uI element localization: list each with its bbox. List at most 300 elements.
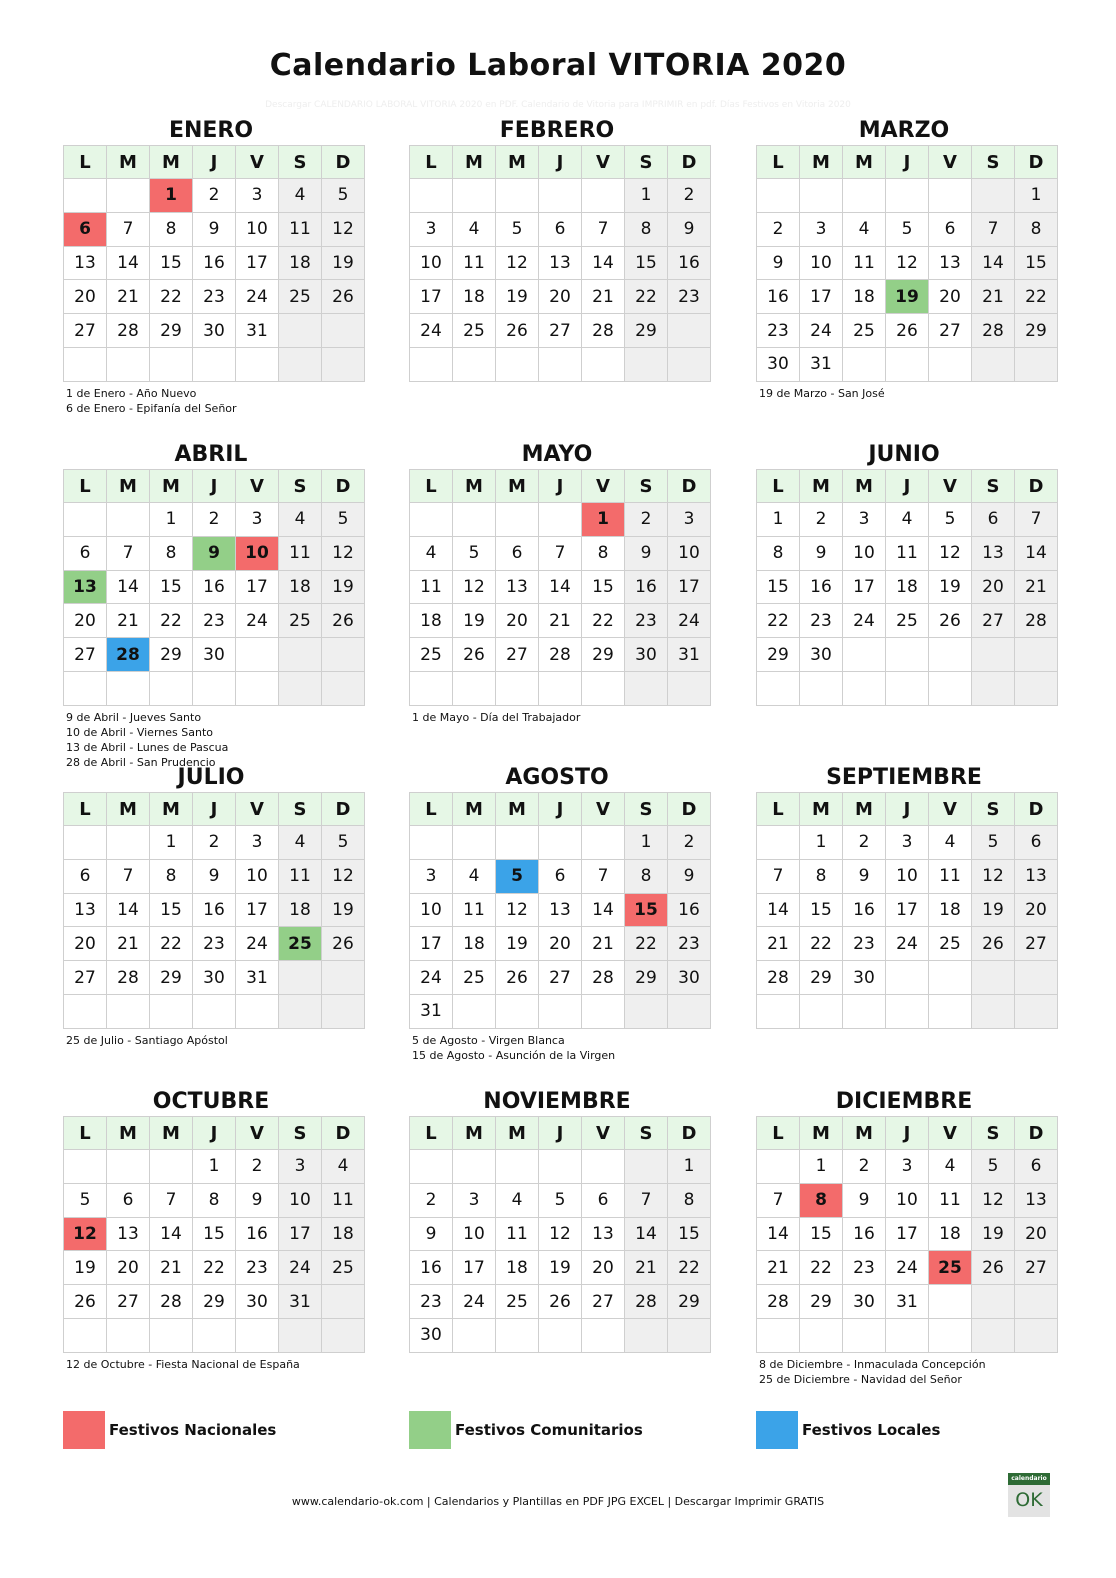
day-cell: 15 xyxy=(150,893,193,927)
day-cell: 12 xyxy=(539,1217,582,1251)
day-cell: 2 xyxy=(843,1150,886,1184)
day-cell: 5 xyxy=(322,179,365,213)
empty-cell xyxy=(107,1150,150,1184)
day-cell: 28 xyxy=(757,961,800,995)
weekday-header: M xyxy=(800,793,843,826)
empty-cell xyxy=(236,638,279,672)
empty-cell xyxy=(496,1150,539,1184)
day-cell: 2 xyxy=(625,503,668,537)
day-cell: 2 xyxy=(193,503,236,537)
weekday-header: L xyxy=(64,1117,107,1150)
day-cell: 25 xyxy=(453,961,496,995)
day-cell: 31 xyxy=(410,994,453,1028)
weekday-header: L xyxy=(410,793,453,826)
empty-cell xyxy=(410,826,453,860)
empty-cell xyxy=(800,994,843,1028)
holiday-note: 28 de Abril - San Prudencio xyxy=(66,755,216,769)
empty-cell xyxy=(886,347,929,381)
day-cell: 25 xyxy=(322,1251,365,1285)
day-cell: 7 xyxy=(107,859,150,893)
empty-cell xyxy=(279,1318,322,1352)
day-cell: 21 xyxy=(107,280,150,314)
weekday-header: V xyxy=(236,470,279,503)
holiday-notes xyxy=(63,1357,359,1372)
empty-cell xyxy=(929,347,972,381)
day-cell: 16 xyxy=(843,893,886,927)
month-mayo xyxy=(409,441,705,725)
empty-cell xyxy=(107,1318,150,1352)
day-cell: 15 xyxy=(193,1217,236,1251)
day-cell: 18 xyxy=(322,1217,365,1251)
day-cell: 25 xyxy=(886,604,929,638)
month-name: ABRIL xyxy=(174,442,248,467)
empty-cell xyxy=(625,347,668,381)
logo-top-text: calendario xyxy=(1008,1473,1050,1485)
day-cell: 20 xyxy=(582,1251,625,1285)
day-cell: 2 xyxy=(193,826,236,860)
month-septiembre xyxy=(756,764,1052,1033)
day-cell: 29 xyxy=(150,314,193,348)
day-cell: 29 xyxy=(800,1285,843,1319)
empty-cell xyxy=(150,994,193,1028)
month-febrero xyxy=(409,117,705,386)
month-grid xyxy=(756,1116,1058,1353)
day-cell: 12 xyxy=(972,1183,1015,1217)
day-cell: 28 xyxy=(582,961,625,995)
day-cell: 14 xyxy=(625,1217,668,1251)
empty-cell xyxy=(453,179,496,213)
day-cell: 9 xyxy=(410,1217,453,1251)
day-cell: 3 xyxy=(800,212,843,246)
day-cell: 5 xyxy=(322,503,365,537)
day-cell: 9 xyxy=(843,1183,886,1217)
calendario-ok-logo[interactable] xyxy=(1008,1473,1050,1517)
empty-cell xyxy=(453,826,496,860)
day-cell: 17 xyxy=(843,570,886,604)
day-cell: 31 xyxy=(668,638,711,672)
empty-cell xyxy=(453,1150,496,1184)
day-cell: 16 xyxy=(410,1251,453,1285)
empty-cell xyxy=(236,994,279,1028)
weekday-header: M xyxy=(453,793,496,826)
day-cell: 30 xyxy=(800,638,843,672)
weekday-header: J xyxy=(539,1117,582,1150)
empty-cell xyxy=(929,1285,972,1319)
day-cell: 22 xyxy=(150,604,193,638)
weekday-header: M xyxy=(107,793,150,826)
day-cell: 17 xyxy=(236,246,279,280)
day-cell: 27 xyxy=(107,1285,150,1319)
month-grid xyxy=(409,145,711,382)
day-cell: 21 xyxy=(107,927,150,961)
day-cell: 9 xyxy=(236,1183,279,1217)
day-cell: 5 xyxy=(453,536,496,570)
empty-cell xyxy=(668,347,711,381)
empty-cell xyxy=(453,503,496,537)
day-cell: 3 xyxy=(886,1150,929,1184)
empty-cell xyxy=(1015,994,1058,1028)
page-title: Calendario Laboral VITORIA 2020 xyxy=(269,48,847,83)
weekday-header: L xyxy=(757,470,800,503)
day-cell: 20 xyxy=(107,1251,150,1285)
month-octubre xyxy=(63,1088,359,1372)
weekday-header: V xyxy=(929,1117,972,1150)
weekday-header: M xyxy=(150,793,193,826)
day-cell: 7 xyxy=(539,536,582,570)
weekday-header: J xyxy=(886,470,929,503)
day-cell: 31 xyxy=(886,1285,929,1319)
day-cell: 3 xyxy=(279,1150,322,1184)
day-cell: 13 xyxy=(1015,1183,1058,1217)
empty-cell xyxy=(64,347,107,381)
day-cell: 9 xyxy=(757,246,800,280)
day-cell: 11 xyxy=(322,1183,365,1217)
day-cell: 8 xyxy=(668,1183,711,1217)
day-cell: 27 xyxy=(64,961,107,995)
month-noviembre xyxy=(409,1088,705,1357)
day-cell: 13 xyxy=(539,246,582,280)
day-cell: 8 xyxy=(150,536,193,570)
day-cell: 26 xyxy=(496,961,539,995)
holiday-note: 25 de Diciembre - Navidad del Señor xyxy=(759,1372,962,1386)
day-cell: 29 xyxy=(668,1285,711,1319)
month-name: NOVIEMBRE xyxy=(483,1089,631,1114)
day-cell: 6 xyxy=(496,536,539,570)
month-julio xyxy=(63,764,359,1048)
day-cell: 30 xyxy=(193,638,236,672)
weekday-header: V xyxy=(929,146,972,179)
day-cell: 22 xyxy=(757,604,800,638)
day-cell: 9 xyxy=(193,212,236,246)
day-cell: 4 xyxy=(886,503,929,537)
empty-cell xyxy=(757,1150,800,1184)
day-cell: 18 xyxy=(929,893,972,927)
day-cell: 16 xyxy=(193,246,236,280)
holiday-nacional-cell: 6 xyxy=(64,212,107,246)
day-cell: 12 xyxy=(929,536,972,570)
empty-cell xyxy=(972,961,1015,995)
day-cell: 23 xyxy=(668,927,711,961)
day-cell: 15 xyxy=(625,246,668,280)
day-cell: 19 xyxy=(539,1251,582,1285)
month-grid xyxy=(756,145,1058,382)
day-cell: 31 xyxy=(279,1285,322,1319)
empty-cell xyxy=(929,994,972,1028)
day-cell: 14 xyxy=(582,246,625,280)
weekday-header: V xyxy=(582,1117,625,1150)
day-cell: 7 xyxy=(1015,503,1058,537)
empty-cell xyxy=(322,1285,365,1319)
day-cell: 12 xyxy=(322,536,365,570)
day-cell: 8 xyxy=(757,536,800,570)
weekday-header: D xyxy=(322,793,365,826)
empty-cell xyxy=(972,671,1015,705)
day-cell: 11 xyxy=(410,570,453,604)
holiday-note: 5 de Agosto - Virgen Blanca xyxy=(412,1033,565,1047)
legend-local-label: Festivos Locales xyxy=(802,1421,941,1439)
weekday-header: S xyxy=(972,793,1015,826)
empty-cell xyxy=(757,994,800,1028)
day-cell: 21 xyxy=(757,1251,800,1285)
day-cell: 15 xyxy=(150,246,193,280)
weekday-header: J xyxy=(886,1117,929,1150)
holiday-nacional-cell: 8 xyxy=(800,1183,843,1217)
empty-cell xyxy=(757,826,800,860)
empty-cell xyxy=(843,671,886,705)
weekday-header: M xyxy=(453,1117,496,1150)
holiday-nacional-cell: 10 xyxy=(236,536,279,570)
day-cell: 14 xyxy=(107,893,150,927)
day-cell: 19 xyxy=(453,604,496,638)
day-cell: 16 xyxy=(193,570,236,604)
day-cell: 9 xyxy=(193,859,236,893)
day-cell: 18 xyxy=(886,570,929,604)
day-cell: 29 xyxy=(625,314,668,348)
holiday-notes xyxy=(756,1357,1052,1387)
day-cell: 6 xyxy=(929,212,972,246)
day-cell: 1 xyxy=(625,179,668,213)
holiday-note: 1 de Mayo - Día del Trabajador xyxy=(412,710,581,724)
day-cell: 24 xyxy=(279,1251,322,1285)
day-cell: 5 xyxy=(322,826,365,860)
day-cell: 21 xyxy=(625,1251,668,1285)
weekday-header: D xyxy=(1015,470,1058,503)
holiday-note: 15 de Agosto - Asunción de la Virgen xyxy=(412,1048,616,1062)
day-cell: 11 xyxy=(886,536,929,570)
holiday-note: 1 de Enero - Año Nuevo xyxy=(66,386,197,400)
day-cell: 19 xyxy=(322,570,365,604)
day-cell: 6 xyxy=(1015,826,1058,860)
month-junio xyxy=(756,441,1052,710)
empty-cell xyxy=(929,1318,972,1352)
month-grid xyxy=(756,469,1058,706)
day-cell: 19 xyxy=(972,893,1015,927)
day-cell: 4 xyxy=(279,179,322,213)
weekday-header: J xyxy=(886,793,929,826)
empty-cell xyxy=(843,347,886,381)
empty-cell xyxy=(107,994,150,1028)
weekday-header: M xyxy=(107,146,150,179)
day-cell: 1 xyxy=(800,1150,843,1184)
day-cell: 6 xyxy=(1015,1150,1058,1184)
day-cell: 13 xyxy=(64,893,107,927)
day-cell: 28 xyxy=(107,961,150,995)
day-cell: 30 xyxy=(757,347,800,381)
day-cell: 17 xyxy=(279,1217,322,1251)
day-cell: 19 xyxy=(972,1217,1015,1251)
empty-cell xyxy=(453,671,496,705)
day-cell: 3 xyxy=(668,503,711,537)
weekday-header: M xyxy=(843,1117,886,1150)
day-cell: 17 xyxy=(800,280,843,314)
day-cell: 27 xyxy=(64,638,107,672)
day-cell: 26 xyxy=(886,314,929,348)
empty-cell xyxy=(150,1150,193,1184)
weekday-header: M xyxy=(453,146,496,179)
empty-cell xyxy=(972,1285,1015,1319)
empty-cell xyxy=(150,1318,193,1352)
day-cell: 23 xyxy=(625,604,668,638)
month-name: JUNIO xyxy=(868,442,940,467)
day-cell: 22 xyxy=(193,1251,236,1285)
day-cell: 2 xyxy=(236,1150,279,1184)
day-cell: 15 xyxy=(1015,246,1058,280)
day-cell: 21 xyxy=(582,280,625,314)
day-cell: 16 xyxy=(668,246,711,280)
day-cell: 26 xyxy=(929,604,972,638)
day-cell: 17 xyxy=(668,570,711,604)
weekday-header: V xyxy=(236,1117,279,1150)
day-cell: 2 xyxy=(668,179,711,213)
day-cell: 22 xyxy=(1015,280,1058,314)
day-cell: 16 xyxy=(800,570,843,604)
empty-cell xyxy=(193,994,236,1028)
weekday-header: L xyxy=(757,793,800,826)
day-cell: 29 xyxy=(150,638,193,672)
legend-comunitario-label: Festivos Comunitarios xyxy=(455,1421,643,1439)
month-grid xyxy=(409,469,711,706)
weekday-header: V xyxy=(236,793,279,826)
weekday-header: L xyxy=(410,1117,453,1150)
day-cell: 13 xyxy=(107,1217,150,1251)
empty-cell xyxy=(150,347,193,381)
empty-cell xyxy=(843,638,886,672)
day-cell: 9 xyxy=(843,859,886,893)
day-cell: 21 xyxy=(757,927,800,961)
weekday-header: M xyxy=(107,470,150,503)
day-cell: 1 xyxy=(1015,179,1058,213)
day-cell: 19 xyxy=(496,927,539,961)
empty-cell xyxy=(800,1318,843,1352)
weekday-header: S xyxy=(279,470,322,503)
day-cell: 10 xyxy=(410,246,453,280)
weekday-header: D xyxy=(668,1117,711,1150)
day-cell: 25 xyxy=(279,280,322,314)
empty-cell xyxy=(496,503,539,537)
day-cell: 20 xyxy=(64,927,107,961)
weekday-header: J xyxy=(193,470,236,503)
day-cell: 13 xyxy=(539,893,582,927)
day-cell: 3 xyxy=(453,1183,496,1217)
day-cell: 11 xyxy=(929,859,972,893)
day-cell: 28 xyxy=(625,1285,668,1319)
day-cell: 16 xyxy=(236,1217,279,1251)
empty-cell xyxy=(453,1318,496,1352)
empty-cell xyxy=(972,347,1015,381)
empty-cell xyxy=(539,1318,582,1352)
day-cell: 3 xyxy=(410,212,453,246)
empty-cell xyxy=(800,179,843,213)
day-cell: 12 xyxy=(886,246,929,280)
day-cell: 4 xyxy=(929,826,972,860)
day-cell: 27 xyxy=(496,638,539,672)
month-grid xyxy=(63,792,365,1029)
day-cell: 26 xyxy=(496,314,539,348)
weekday-header: D xyxy=(1015,1117,1058,1150)
empty-cell xyxy=(322,347,365,381)
month-name: AGOSTO xyxy=(505,765,609,790)
empty-cell xyxy=(107,347,150,381)
footer-text[interactable]: www.calendario-ok.com | Calendarios y Plantillas en PDF JPG EXCEL | Descargar Imprimir GRATIS xyxy=(291,1495,825,1508)
day-cell: 24 xyxy=(800,314,843,348)
empty-cell xyxy=(236,347,279,381)
weekday-header: D xyxy=(668,146,711,179)
weekday-header: M xyxy=(453,470,496,503)
day-cell: 10 xyxy=(236,859,279,893)
day-cell: 24 xyxy=(453,1285,496,1319)
day-cell: 4 xyxy=(410,536,453,570)
day-cell: 10 xyxy=(800,246,843,280)
holiday-note: 13 de Abril - Lunes de Pascua xyxy=(66,740,229,754)
holiday-notes xyxy=(409,1033,705,1063)
day-cell: 14 xyxy=(1015,536,1058,570)
weekday-header: S xyxy=(279,1117,322,1150)
day-cell: 18 xyxy=(929,1217,972,1251)
weekday-header: V xyxy=(236,146,279,179)
day-cell: 22 xyxy=(582,604,625,638)
weekday-header: J xyxy=(193,793,236,826)
holiday-notes xyxy=(756,386,1052,401)
day-cell: 11 xyxy=(279,859,322,893)
day-cell: 19 xyxy=(322,893,365,927)
weekday-header: S xyxy=(279,793,322,826)
weekday-header: L xyxy=(410,146,453,179)
holiday-note: 25 de Julio - Santiago Apóstol xyxy=(66,1033,228,1047)
empty-cell xyxy=(886,671,929,705)
weekday-header: M xyxy=(496,146,539,179)
day-cell: 28 xyxy=(107,314,150,348)
month-name: FEBRERO xyxy=(499,118,615,143)
day-cell: 18 xyxy=(410,604,453,638)
day-cell: 28 xyxy=(150,1285,193,1319)
day-cell: 10 xyxy=(279,1183,322,1217)
day-cell: 17 xyxy=(886,1217,929,1251)
day-cell: 22 xyxy=(150,927,193,961)
day-cell: 3 xyxy=(843,503,886,537)
day-cell: 4 xyxy=(843,212,886,246)
day-cell: 26 xyxy=(322,927,365,961)
day-cell: 15 xyxy=(582,570,625,604)
day-cell: 20 xyxy=(539,280,582,314)
day-cell: 11 xyxy=(843,246,886,280)
day-cell: 16 xyxy=(193,893,236,927)
empty-cell xyxy=(279,347,322,381)
day-cell: 3 xyxy=(236,179,279,213)
day-cell: 12 xyxy=(496,246,539,280)
day-cell: 26 xyxy=(322,604,365,638)
weekday-header: V xyxy=(582,470,625,503)
empty-cell xyxy=(1015,1318,1058,1352)
day-cell: 23 xyxy=(410,1285,453,1319)
day-cell: 21 xyxy=(1015,570,1058,604)
holiday-note: 9 de Abril - Jueves Santo xyxy=(66,710,202,724)
day-cell: 29 xyxy=(582,638,625,672)
holiday-local-cell: 28 xyxy=(107,638,150,672)
empty-cell xyxy=(972,179,1015,213)
empty-cell xyxy=(64,1150,107,1184)
empty-cell xyxy=(582,347,625,381)
day-cell: 16 xyxy=(757,280,800,314)
day-cell: 1 xyxy=(150,503,193,537)
day-cell: 2 xyxy=(800,503,843,537)
empty-cell xyxy=(322,1318,365,1352)
empty-cell xyxy=(972,994,1015,1028)
day-cell: 8 xyxy=(625,859,668,893)
empty-cell xyxy=(150,671,193,705)
empty-cell xyxy=(410,503,453,537)
day-cell: 25 xyxy=(279,604,322,638)
holiday-notes xyxy=(63,1033,359,1048)
